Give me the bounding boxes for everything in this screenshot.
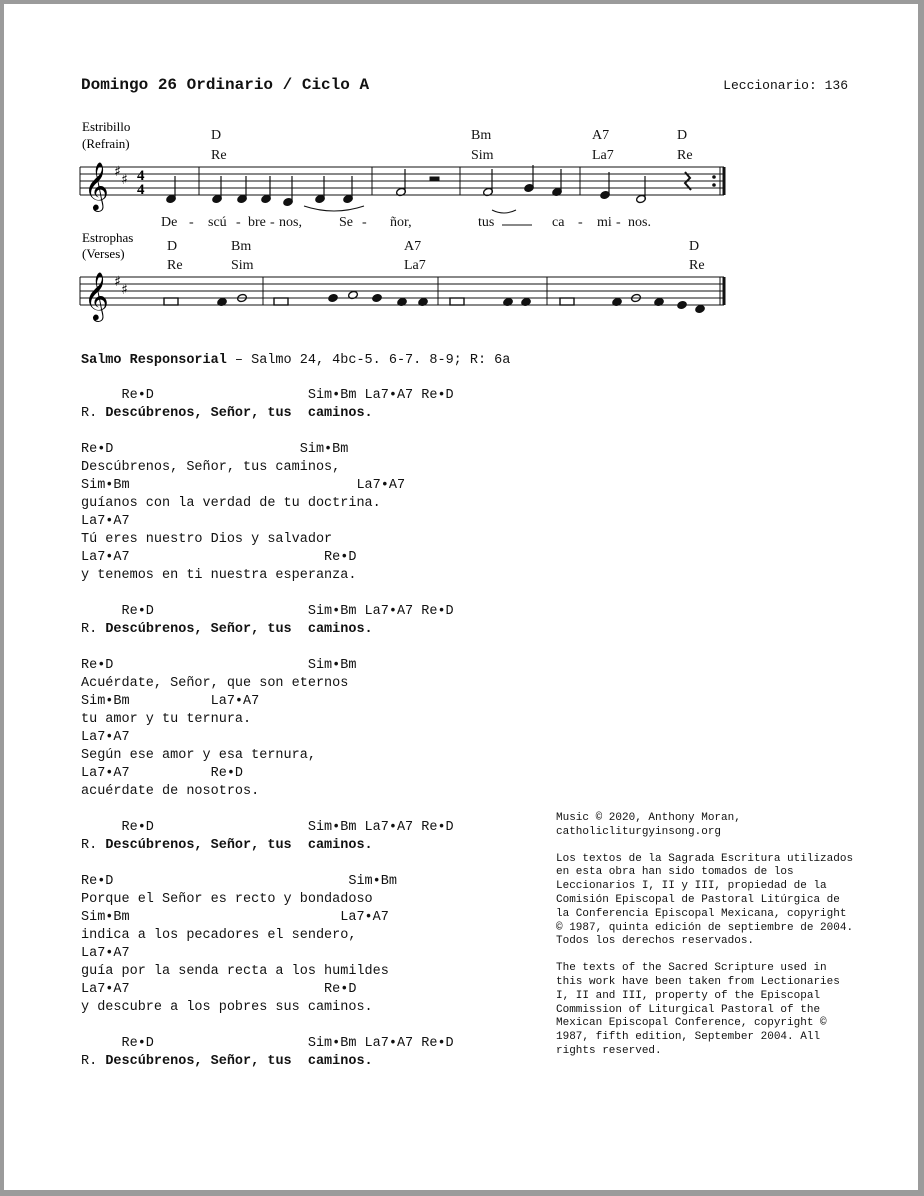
stanza-gap xyxy=(81,1017,454,1035)
lyric-syllable: ca xyxy=(552,215,565,230)
lyric-line: indica a los pecadores el sendero, xyxy=(81,928,357,943)
lyric-line: Porque el Señor es recto y bondadoso xyxy=(81,892,373,907)
refrain-line xyxy=(81,621,454,639)
chord-en: Bm xyxy=(471,128,492,143)
chord-line: La7•A7 Re•D xyxy=(81,550,357,565)
lyric-hyphen: - xyxy=(189,215,194,230)
refrain-notes xyxy=(166,165,691,213)
stanza-gap xyxy=(81,639,454,657)
lyric-line: tu amor y tu ternura. xyxy=(81,712,252,727)
refrain-prefix: R. xyxy=(81,838,106,853)
refrain-lyrics xyxy=(161,215,651,230)
psalm-heading xyxy=(81,353,510,368)
stanza-gap xyxy=(81,855,454,873)
time-signature-top: 4 xyxy=(137,168,145,184)
treble-clef-icon: 𝄞 xyxy=(84,271,109,320)
chord-en: D xyxy=(689,239,700,254)
lyric-syllable: ñor, xyxy=(390,215,412,230)
lyric-syllable: mi xyxy=(597,215,612,230)
psalm-label: Salmo Responsorial xyxy=(81,353,227,368)
lyric-hyphen: - xyxy=(236,215,241,230)
website: catholicliturgyinsong.org xyxy=(556,825,722,838)
chord-line: Sim•Bm La7•A7 xyxy=(81,694,260,709)
lyric-line: Acuérdate, Señor, que son eternos xyxy=(81,676,349,691)
chord-line: La7•A7 xyxy=(81,946,130,961)
page-title: Domingo 26 Ordinario / Ciclo A xyxy=(81,76,370,94)
lyric-line: guía por la senda recta a los humildes xyxy=(81,964,389,979)
chord-es: Re xyxy=(677,148,693,163)
chord-line: La7•A7 xyxy=(81,514,130,529)
chord-es: La7 xyxy=(592,148,614,163)
verse-chords xyxy=(167,239,705,273)
sharp-icon: ♯ xyxy=(121,282,128,298)
chord-line: La7•A7 xyxy=(81,730,130,745)
refrain-chord-line: Re•D Sim•Bm La7•A7 Re•D xyxy=(81,820,454,835)
chord-en: Bm xyxy=(231,239,252,254)
refrain-label: Estribillo xyxy=(82,119,131,134)
verse-label: Estrophas xyxy=(82,230,134,245)
refrain-chord-line: Re•D Sim•Bm La7•A7 Re•D xyxy=(81,604,454,619)
lyric-line: acuérdate de nosotros. xyxy=(81,784,260,799)
verse-notes xyxy=(164,290,705,313)
refrain-staff xyxy=(80,167,724,195)
lyric-syllable: Se xyxy=(339,215,353,230)
sharp-icon: ♯ xyxy=(114,274,121,290)
page xyxy=(4,4,918,1190)
lyric-line: Según ese amor y esa ternura, xyxy=(81,748,316,763)
refrain-line xyxy=(81,405,454,423)
lyric-line: y descubre a los pobres sus caminos. xyxy=(81,1000,373,1015)
lyric-line: Tú eres nuestro Dios y salvador xyxy=(81,532,333,547)
chord-line: Re•D Sim•Bm xyxy=(81,442,349,457)
chord-es: Re xyxy=(167,258,183,273)
sharp-icon: ♯ xyxy=(114,164,121,180)
stanza-gap xyxy=(81,423,454,441)
refrain-prefix: R. xyxy=(81,406,106,421)
chord-es: Sim xyxy=(471,148,494,163)
chord-line: La7•A7 Re•D xyxy=(81,982,357,997)
refrain-prefix: R. xyxy=(81,1054,106,1069)
treble-clef-icon: 𝄞 xyxy=(84,161,109,210)
refrain-chord-line: Re•D Sim•Bm La7•A7 Re•D xyxy=(81,1036,454,1051)
verse-label-en: (Verses) xyxy=(82,246,125,261)
chord-line: Sim•Bm La7•A7 xyxy=(81,910,389,925)
lectionary-number: Leccionario: 136 xyxy=(723,78,848,93)
sharp-icon: ♯ xyxy=(121,172,128,188)
refrain-prefix: R. xyxy=(81,622,106,637)
psalm-reference: – Salmo 24, 4bc-5. 6-7. 8-9; R: 6a xyxy=(226,353,511,368)
music-score xyxy=(4,4,918,334)
lyric-line: y tenemos en ti nuestra esperanza. xyxy=(81,568,357,583)
chord-line: Re•D Sim•Bm xyxy=(81,658,357,673)
refrain-text: Descúbrenos, Señor, tus caminos. xyxy=(105,406,373,421)
stanza-gap xyxy=(81,801,454,819)
psalm-text xyxy=(81,387,454,1071)
refrain-line xyxy=(81,837,454,855)
chord-es: La7 xyxy=(404,258,426,273)
refrain-text: Descúbrenos, Señor, tus caminos. xyxy=(105,838,373,853)
lyric-syllable: scú xyxy=(208,215,227,230)
lyric-syllable: De xyxy=(161,215,178,230)
lyric-syllable: nos, xyxy=(279,215,302,230)
lyric-line: guíanos con la verdad de tu doctrina. xyxy=(81,496,381,511)
credits xyxy=(556,812,856,1072)
chord-es: Re xyxy=(211,148,227,163)
refrain-text: Descúbrenos, Señor, tus caminos. xyxy=(105,622,373,637)
refrain-label-en: (Refrain) xyxy=(82,136,130,151)
spanish-copyright-notice: Los textos de la Sagrada Escritura utilizados en esta obra han sido tomados de los Leccionarios I, II y III, propiedad de la Comisión Episcopal de Pastoral Litúrgica de la Conferencia Episcopal Mexicana, copyright © 1987, quinta edición de septiembre de 2004. Todos los derechos reservados. xyxy=(556,852,854,948)
lyric-line: Descúbrenos, Señor, tus caminos, xyxy=(81,460,341,475)
lyric-hyphen: - xyxy=(578,215,583,230)
chord-line: Sim•Bm La7•A7 xyxy=(81,478,406,493)
chord-es: Re xyxy=(689,258,705,273)
chord-en: D xyxy=(677,128,688,143)
lyric-hyphen: - xyxy=(362,215,367,230)
chord-line: La7•A7 Re•D xyxy=(81,766,244,781)
lyric-hyphen: - xyxy=(270,215,275,230)
refrain-text: Descúbrenos, Señor, tus caminos. xyxy=(105,1054,373,1069)
lyric-hyphen: - xyxy=(616,215,621,230)
refrain-chord-line: Re•D Sim•Bm La7•A7 Re•D xyxy=(81,388,454,403)
music-copyright: Music © 2020, Anthony Moran, xyxy=(556,812,741,824)
chord-en: D xyxy=(167,239,178,254)
refrain-line xyxy=(81,1053,454,1071)
chord-en: A7 xyxy=(592,128,610,143)
stanza-gap xyxy=(81,585,454,603)
refrain-chords xyxy=(211,128,693,163)
english-copyright-notice: The texts of the Sacred Scripture used in this work have been taken from Lectionaries I, II and III, property of the Episcopal Commission of Liturgical Pastoral of the Mexican Episcopal Conference, copyright © 1987, fifth edition, September 2004. All rights reserved. xyxy=(556,962,840,1057)
chord-en: A7 xyxy=(404,239,422,254)
chord-en: D xyxy=(211,128,222,143)
lyric-syllable: tus xyxy=(478,215,495,230)
lyric-syllable: bre xyxy=(248,215,266,230)
lyric-syllable: nos. xyxy=(628,215,651,230)
time-signature-bottom: 4 xyxy=(137,182,145,198)
chord-line: Re•D Sim•Bm xyxy=(81,874,397,889)
chord-es: Sim xyxy=(231,258,254,273)
